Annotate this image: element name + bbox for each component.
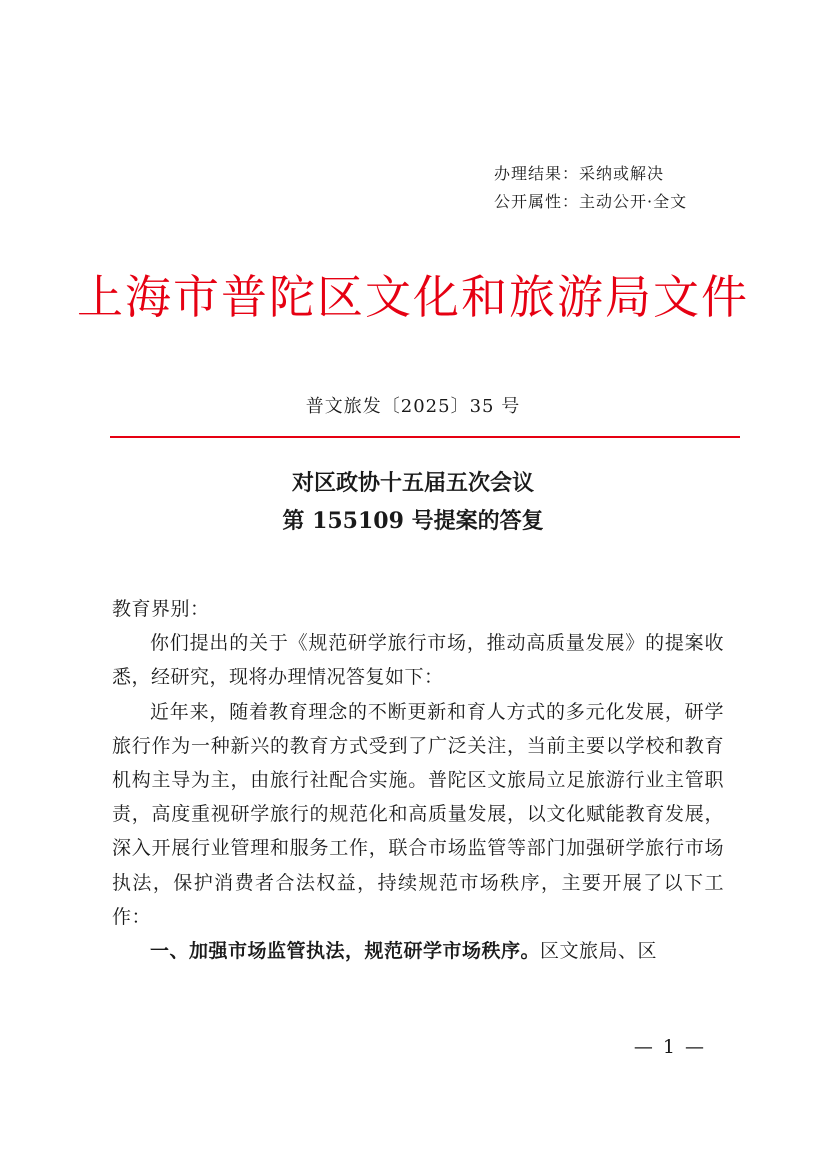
handling-result: 办理结果：采纳或解决 <box>494 164 665 183</box>
salutation: 教育界别： <box>112 598 210 620</box>
page-number: — 1 — <box>633 1036 706 1058</box>
reply-title <box>0 464 826 540</box>
section-heading-1: 一、加强市场监管执法，规范研学市场秩序。 <box>150 940 541 963</box>
paragraph-1: 你们提出的关于《规范研学旅行市场，推动高质量发展》的提案收悉，经研究，现将办理情况答复如下： <box>112 632 724 689</box>
reply-title-line2: 第 155109 号提案的答复 <box>282 508 544 534</box>
document-body <box>112 592 724 968</box>
paragraph-2: 近年来，随着教育理念的不断更新和育人方式的多元化发展，研学旅行作为一种新兴的教育方式受到了广泛关注，当前主要以学校和教育机构主导为主，由旅行社配合实施。普陀区文旅局立足旅游行业主管职责，高度重视研学旅行的规范化和高质量发展，以文化赋能教育发展，深入开展行业管理和服务工作，联合市场监管等部门加强研学旅行市场执法，保护消费者合法权益，持续规范市场秩序，主要开展了以下工作： <box>112 700 724 928</box>
paragraph-3 <box>112 934 724 968</box>
reply-title-line1: 对区政协十五届五次会议 <box>291 470 534 496</box>
paragraph-3-text: 区文旅局、区 <box>540 940 658 963</box>
document-number: 普文旅发〔2025〕35 号 <box>305 396 521 417</box>
document-meta <box>494 160 687 216</box>
disclosure-attribute: 公开属性：主动公开·全文 <box>494 192 688 211</box>
issuer-title: 上海市普陀区文化和旅游局文件 <box>77 270 749 324</box>
red-divider <box>110 436 740 438</box>
